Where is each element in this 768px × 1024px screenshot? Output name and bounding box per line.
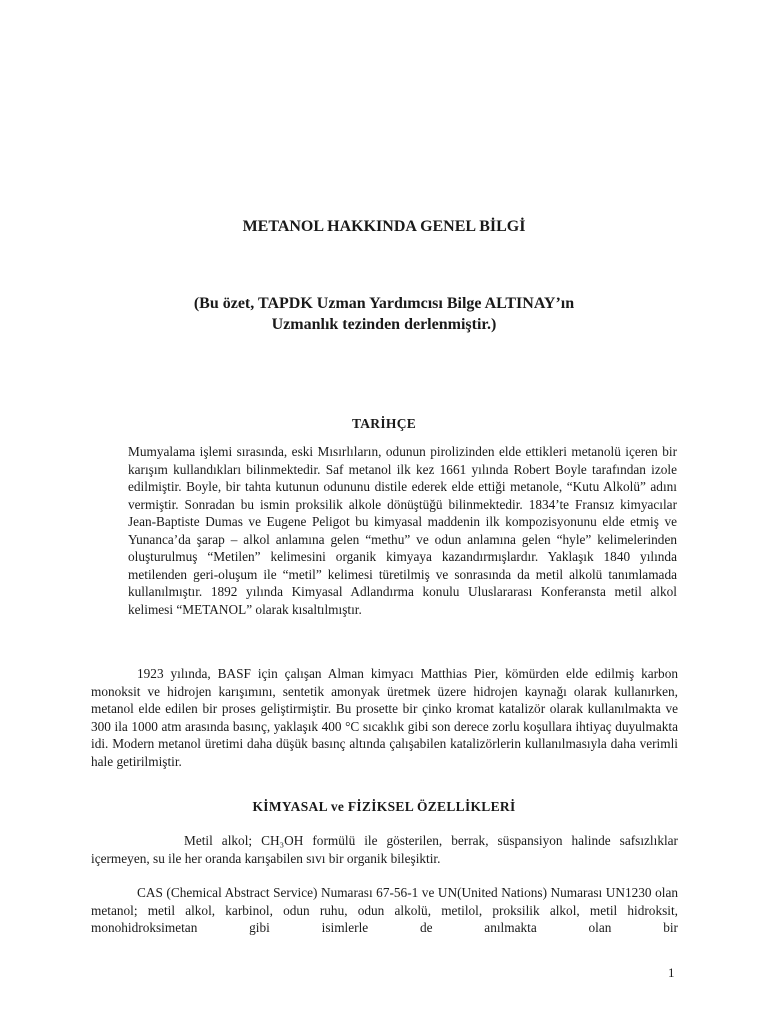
paragraph-text: Metil alkol; CH₃OH formülü ile gösterilen, berrak, süspansiyon halinde safsızlıklar içermeyen, su ile her oranda karışabilen sıvı bir organik bileşiktir. (91, 833, 678, 866)
subtitle-line-1: (Bu özet, TAPDK Uzman Yardımcısı Bilge ALTINAY’ın (193, 295, 575, 312)
history-paragraph-1 (128, 443, 677, 618)
document-title: METANOL HAKKINDA GENEL BİLGİ (242, 218, 526, 235)
section-heading-properties: KİMYASAL ve FİZİKSEL ÖZELLİKLERİ (252, 799, 516, 814)
paragraph-text: CAS (Chemical Abstract Service) Numarası 67-56-1 ve UN(United Nations) Numarası UN1230 olan metanol; metil alkol, karbinol, odun ruhu, odun alkolü, metilol, proksilik alkol, metil hidroksit, monohidroksimetan gibi isimlerle de anılmakta olan bir (91, 885, 678, 935)
history-paragraph-2 (91, 665, 678, 770)
page-number: 1 (668, 965, 675, 980)
paragraph-text: 1923 yılında, BASF için çalışan Alman kimyacı Matthias Pier, kömürden elde edilmiş karbon monoksit ve hidrojen karışımını, sentetik amonyak üretmek üzere hidrojen kaynağı olarak kullanırken, metanol elde edilen bir proses geliştirmiştir. Bu prosette bir çinko kromat katalizör olarak kullanılmakta ve 300 ila 1000 atm arasında basınç, yaklaşık 400 °C sıcaklık gibi son derece zorlu koşullara ihtiyaç duyulmakta idi. Modern metanol üretimi daha düşük basınç altında çalışabilen katalizörlerin kullanılmasıyla daha verimli hale getirilmiştir. (91, 666, 678, 769)
subtitle-line-2: Uzmanlık tezinden derlenmiştir.) (271, 316, 497, 333)
document-subtitle (0, 293, 768, 335)
properties-paragraph-2 (91, 884, 678, 937)
properties-paragraph-1 (91, 832, 678, 867)
section-heading-tarihce: TARİHÇE (351, 416, 417, 431)
paragraph-text: Mumyalama işlemi sırasında, eski Mısırlıların, odunun pirolizinden elde ettikleri metanolü içeren bir karışım kullandıkları bilinmektedir. Saf metanol ilk kez 1661 yılında Robert Boyle tarafından izole edilmiştir. Boyle, bir tahta kutunun odununu distile ederek elde ettiği metanole, “Kutu Alkolü” adını vermiştir. Sonradan bu ismin proksilik alkole dönüştüğü bilinmektedir. 1834’te Fransız kimyacılar Jean-Baptiste Dumas ve Eugene Peligot bu kimyasal maddenin ilk kompozisyonunu elde etmiş ve Yunanca’da şarap – alkol anlamına gelen “methu” ve odun anlamına gelen “hyle” kelimelerinden oluşturulmuş “Metilen” kelimesini organik kimyaya kazandırmışlardır. Yaklaşık 1840 yılında metilenden geri-oluşum ile “metil” kelimesi türetilmiş ve sonrasında da metil alkolü tanımlamada kullanılmıştır. 1892 yılında Kimyasal Adlandırma konulu Uluslararası Konferansta metil alkol kelimesi “METANOL” olarak kısaltılmıştır. (128, 444, 677, 617)
